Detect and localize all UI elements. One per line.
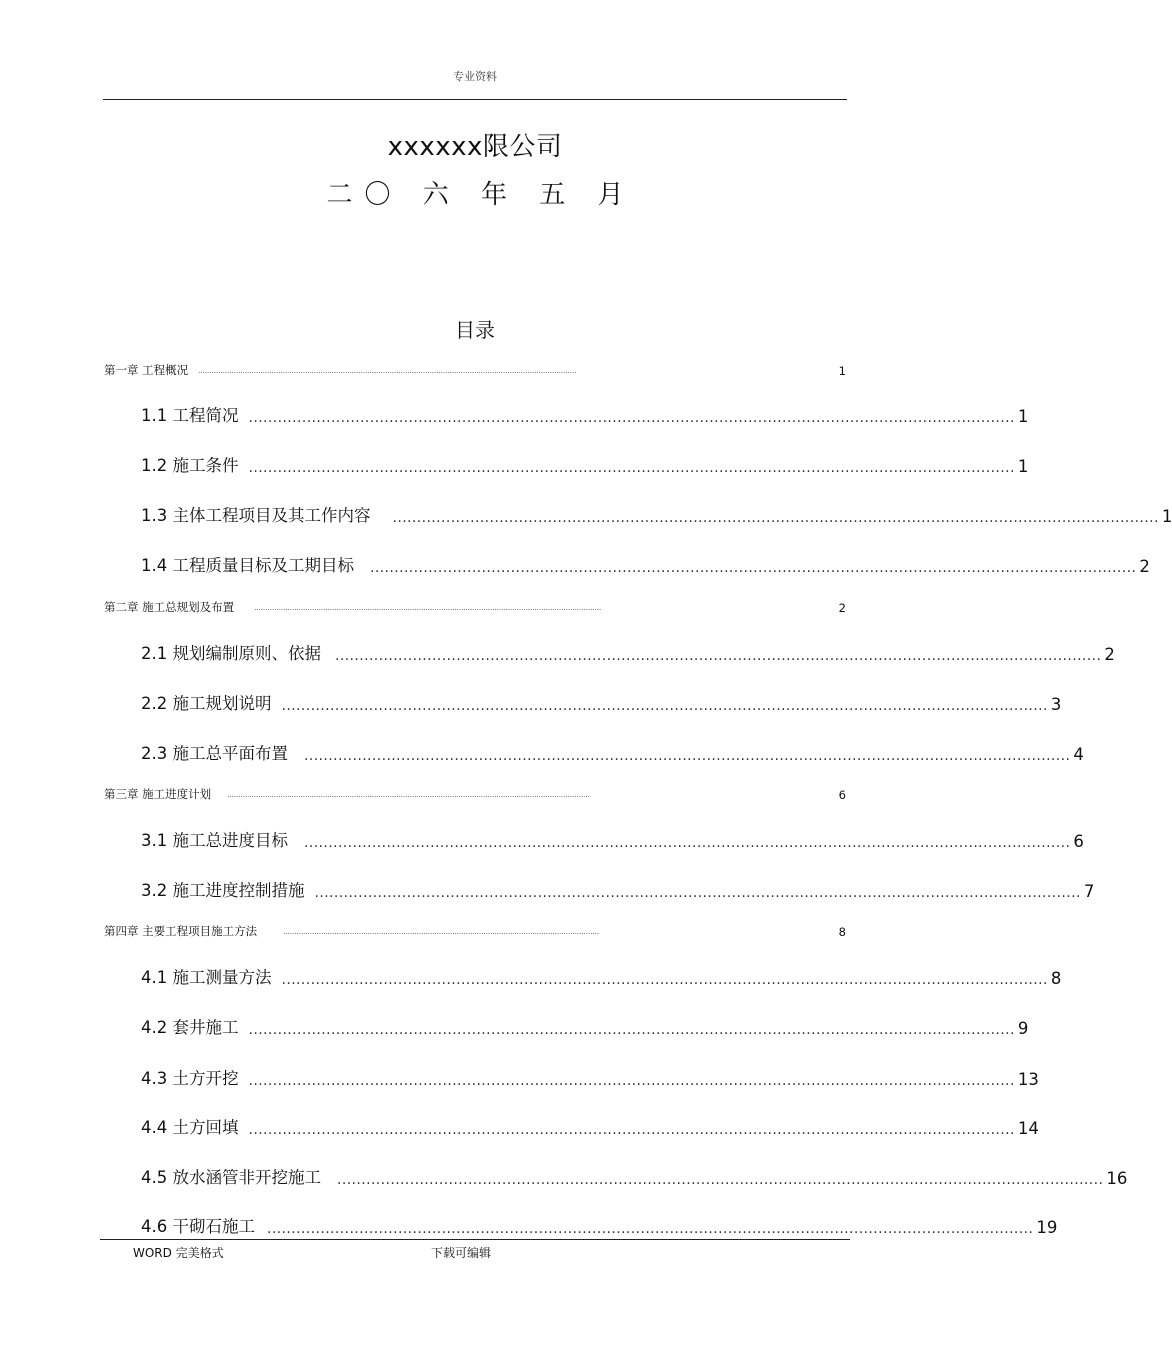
document-date: 二〇 六 年 五 月 xyxy=(326,180,636,210)
toc-entry-label: 4.6 干砌石施工 xyxy=(141,1217,255,1236)
toc-section-2-2[interactable] xyxy=(141,690,1062,714)
toc-section-1-3[interactable] xyxy=(141,502,1172,526)
toc-entry-label: 4.1 施工测量方法 xyxy=(141,968,272,987)
toc-section-4-4[interactable] xyxy=(141,1114,1039,1138)
leader-dots: .............................................................................................................................................................. xyxy=(370,560,1137,576)
toc-entry-label: 4.2 套井施工 xyxy=(141,1018,239,1037)
toc-entry-label: 3.2 施工进度控制措施 xyxy=(141,881,305,900)
toc-entry-label: 第四章 主要工程项目施工方法 xyxy=(104,924,258,938)
leader-dots: .............................................................................................................................................................. xyxy=(248,1122,1015,1138)
toc-entry-label: 第一章 工程概况 xyxy=(104,363,189,377)
leader-dots: ................................................................................................................................................................... xyxy=(227,791,590,799)
toc-entry-page: 2 xyxy=(1104,645,1115,664)
toc-entry-page: 9 xyxy=(1017,1019,1029,1038)
toc-entry-label: 4.3 土方开挖 xyxy=(141,1069,239,1088)
toc-entry-page: 3 xyxy=(1050,695,1062,714)
leader-dots: .............................................................................................................................................................. xyxy=(281,972,1048,988)
header-rule xyxy=(103,99,847,100)
toc-entry-page: 16 xyxy=(1106,1169,1128,1188)
footer-right-text: 下载可编辑 xyxy=(431,1246,492,1260)
leader-dots: .............................................................................................................................................. xyxy=(283,928,600,936)
toc-chapter-3[interactable] xyxy=(104,786,846,802)
toc-entry-page: 14 xyxy=(1017,1119,1039,1138)
leader-dots: .............................................................................................................................................................. xyxy=(392,510,1159,526)
leader-dots: .............................................................................................................................................................. xyxy=(248,410,1015,426)
toc-entry-page: 8 xyxy=(838,925,846,939)
toc-section-4-3[interactable] xyxy=(141,1065,1039,1089)
toc-entry-label: 4.5 放水涵管非开挖施工 xyxy=(141,1168,321,1187)
toc-entry-label: 3.1 施工总进度目标 xyxy=(141,831,288,850)
toc-chapter-1[interactable] xyxy=(104,362,846,378)
leader-dots: .............................................................................................................................................................. xyxy=(335,648,1102,664)
toc-entry-page: 13 xyxy=(1017,1070,1039,1089)
toc-entry-page: 19 xyxy=(1036,1218,1058,1237)
toc-entry-page: 1 xyxy=(838,364,846,378)
toc-entry-page: 6 xyxy=(838,788,846,802)
toc-entry-page: 8 xyxy=(1050,969,1062,988)
toc-entry-label: 2.1 规划编制原则、依据 xyxy=(141,644,321,663)
toc-section-2-1[interactable] xyxy=(141,640,1115,664)
toc-section-1-2[interactable] xyxy=(141,452,1029,476)
toc-section-4-6[interactable] xyxy=(141,1213,1058,1237)
toc-entry-label: 4.4 土方回填 xyxy=(141,1118,239,1137)
toc-entry-page: 1 xyxy=(1017,407,1029,426)
toc-entry-page: 2 xyxy=(838,601,846,615)
toc-entry-label: 1.2 施工条件 xyxy=(141,456,239,475)
leader-dots: .............................................................................................................................................................. xyxy=(248,1022,1015,1038)
toc-entry-label: 第三章 施工进度计划 xyxy=(104,787,212,801)
leader-dots: .............................................................................................................................................................. xyxy=(304,748,1071,764)
toc-entry-page: 6 xyxy=(1073,832,1084,851)
toc-section-3-2[interactable] xyxy=(141,877,1095,901)
leader-dots: .............................................................................................................................................................. xyxy=(248,460,1015,476)
leader-dots: .............................................................................................................................................................. xyxy=(304,835,1071,851)
toc-entry-page: 7 xyxy=(1083,882,1095,901)
page-header: 专业资料 xyxy=(453,70,497,83)
leader-dots: .............................................................................................................................................................. xyxy=(267,1221,1034,1237)
leader-dots: .............................................................................................................................................................. xyxy=(337,1172,1104,1188)
leader-dots: .............................................................................................................................................................. xyxy=(248,1073,1015,1089)
footer-left-text: WORD 完美格式 xyxy=(133,1246,224,1260)
toc-entry-label: 1.3 主体工程项目及其工作内容 xyxy=(141,506,371,525)
toc-section-1-4[interactable] xyxy=(141,552,1150,576)
toc-entry-label: 第二章 施工总规划及布置 xyxy=(104,600,235,614)
toc-section-4-1[interactable] xyxy=(141,964,1062,988)
toc-entry-page: 4 xyxy=(1073,745,1084,764)
toc-section-1-1[interactable] xyxy=(141,402,1029,426)
toc-entry-page: 2 xyxy=(1139,557,1150,576)
company-name: xxxxxx限公司 xyxy=(387,132,563,162)
toc-section-4-2[interactable] xyxy=(141,1014,1029,1038)
toc-entry-label: 1.1 工程简况 xyxy=(141,406,239,425)
toc-entry-label: 2.3 施工总平面布置 xyxy=(141,744,288,763)
toc-entry-page: 1 xyxy=(1017,457,1029,476)
footer-rule xyxy=(100,1239,850,1240)
toc-chapter-4[interactable] xyxy=(104,923,846,939)
toc-entry-label: 2.2 施工规划说明 xyxy=(141,694,272,713)
leader-dots: .............................................................................................................................................................. xyxy=(281,698,1048,714)
toc-section-4-5[interactable] xyxy=(141,1164,1128,1188)
leader-dots: .......................................................................................................................................................................... xyxy=(198,367,577,375)
leader-dots: .............................................................................................................................................................. xyxy=(314,885,1081,901)
toc-entry-page: 1 xyxy=(1161,507,1172,526)
toc-title: 目录 xyxy=(455,318,495,342)
toc-section-3-1[interactable] xyxy=(141,827,1084,851)
toc-section-2-3[interactable] xyxy=(141,740,1084,764)
toc-entry-label: 1.4 工程质量目标及工期目标 xyxy=(141,556,354,575)
toc-chapter-2[interactable] xyxy=(104,599,846,615)
leader-dots: ............................................................................................................................................................ xyxy=(254,604,602,612)
